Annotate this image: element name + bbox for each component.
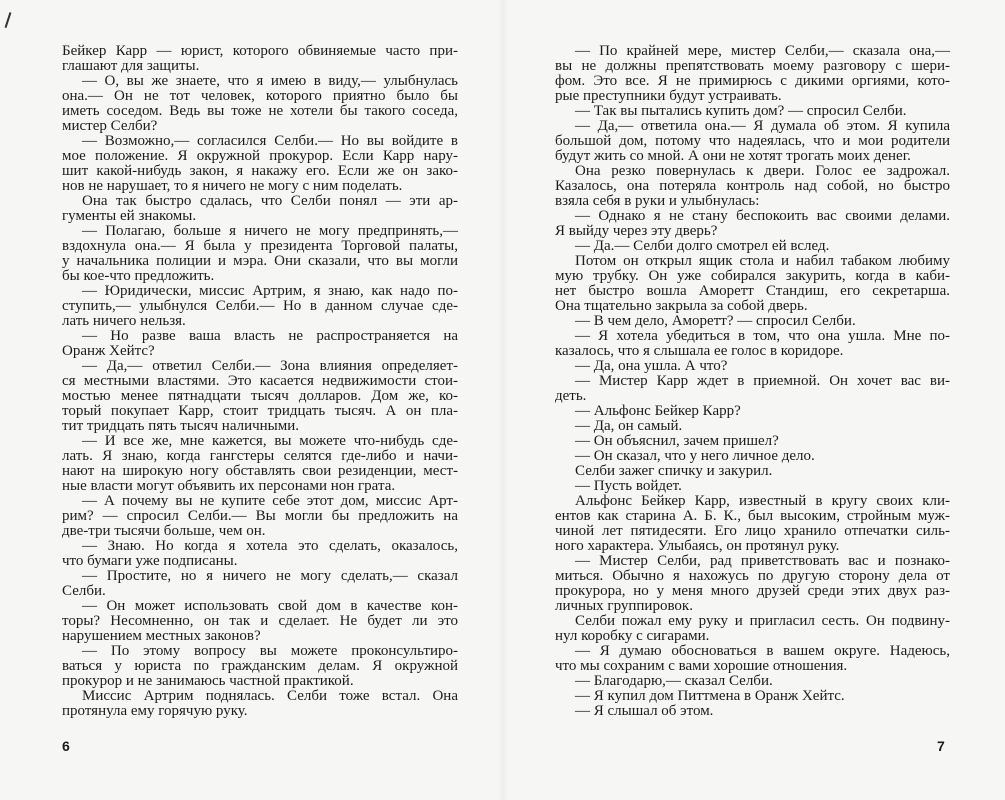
text-line: ентов как старина А. Б. К., был высоким, стройным муж- [555, 508, 950, 524]
text-line: чиной лет пятидесяти. Его лицо хранило отпечатки силь- [555, 523, 950, 539]
text-line: нают на широкую ногу обставлять свои резиденции, мест- [62, 463, 458, 479]
text-line: две-три тысячи больше, чем он. [62, 523, 266, 539]
paragraph [555, 479, 950, 494]
text-line: — Он объяснил, зачем пришел? [575, 433, 779, 449]
paragraph [555, 614, 950, 644]
paragraph [62, 599, 458, 644]
paragraph [555, 464, 950, 479]
paragraph [62, 569, 458, 599]
paragraph [555, 359, 950, 374]
text-line: протянула ему горячую руку. [62, 703, 248, 719]
right-page-text [555, 44, 950, 719]
text-line: вздохнула она.— Я была у президента Торговой палаты, [62, 238, 458, 254]
paragraph [62, 224, 458, 284]
text-line: Селби зажег спичку и закурил. [575, 463, 773, 479]
paragraph [555, 374, 950, 404]
paragraph [62, 539, 458, 569]
text-line: деть. [555, 388, 587, 404]
text-line: — Я купил дом Питтмена в Оранж Хейтс. [575, 688, 845, 704]
paragraph [62, 644, 458, 689]
text-line: Я выйду через эту дверь? [555, 223, 718, 239]
text-line: у начальника полиции и мэра. Они сказали, что вы могли [62, 253, 458, 269]
paragraph [555, 209, 950, 239]
paragraph [555, 254, 950, 314]
text-line: Оранж Хейтс? [62, 343, 155, 359]
text-line: — Да, он самый. [575, 418, 683, 434]
text-line: нул коробку с сигарами. [555, 628, 710, 644]
text-line: Она так быстро сдалась, что Селби понял — эти ар- [82, 193, 458, 209]
text-line: Селби. [62, 583, 106, 599]
text-line: рим? — спросил Селби.— Вы могли бы предложить на [62, 508, 458, 524]
text-line: — Возможно,— согласился Селби.— Но вы войдите в [82, 133, 458, 149]
text-line: фом. Это все. Я не примирюсь с дикими оргиями, кото- [555, 73, 950, 89]
text-line: большой дом, потому что надеялась, что и мои родители [555, 133, 950, 149]
text-line: она.— Он не тот человек, которого приятно было бы [62, 88, 458, 104]
paragraph [555, 419, 950, 434]
text-line: — Так вы пытались купить дом? — спросил Селби. [575, 103, 907, 119]
text-line: вы не должны препятствовать моему разговору с шери- [555, 58, 950, 74]
text-line: глашают для защиты. [62, 58, 200, 74]
text-line: — Юридически, миссис Артрим, я знаю, как надо по- [82, 283, 458, 299]
text-line: Миссис Артрим поднялась. Селби тоже встал. Она [82, 688, 458, 704]
paragraph [62, 74, 458, 134]
text-line: — Я хотела убедиться в том, что она ушла. Мне по- [575, 328, 950, 344]
text-line: Казалось, она потеряла контроль над собой, но быстро [555, 178, 950, 194]
text-line: Она тщательно закрыла за собой дверь. [555, 298, 808, 314]
paragraph [62, 284, 458, 329]
text-line: — Он может использовать свой дом в качестве кон- [82, 598, 458, 614]
text-line: Альфонс Бейкер Карр, известный в кругу своих кли- [575, 493, 950, 509]
paragraph [62, 494, 458, 539]
text-line: — По этому вопросу вы можете проконсультиро- [82, 643, 458, 659]
text-line: лать ничего нельзя. [62, 313, 186, 329]
book-gutter [498, 0, 508, 800]
text-line: Потом он открыл ящик стола и набил табаком любиму [575, 253, 950, 269]
paragraph [555, 554, 950, 614]
paragraph [62, 134, 458, 194]
text-line: мостью менее пятнадцати тысяч долларов. Дом же, ко- [62, 388, 458, 404]
paragraph [555, 704, 950, 719]
text-line: — Он сказал, что у него личное дело. [575, 448, 815, 464]
text-line: — Однако я не стану беспокоить вас своими делами. [575, 208, 950, 224]
scan-mark [5, 12, 11, 28]
text-line: мую трубку. Он уже собирался закурить, когда в каби- [555, 268, 950, 284]
text-line: ваться у юриста по гражданским делам. Я окружной [62, 658, 458, 674]
text-line: — Альфонс Бейкер Карр? [575, 403, 741, 419]
text-line: гументы ей знакомы. [62, 208, 197, 224]
text-line: Бейкер Карр — юрист, которого обвиняемые часто при- [62, 43, 458, 59]
paragraph [555, 104, 950, 119]
page-number-right: 7 [937, 738, 945, 754]
paragraph [555, 494, 950, 554]
text-line: — Я слышал об этом. [575, 703, 714, 719]
text-line: ся местными властями. Это касается недвижимости стои- [62, 373, 458, 389]
paragraph [62, 329, 458, 359]
paragraph [555, 44, 950, 104]
text-line: что бумаги уже подписаны. [62, 553, 238, 569]
text-line: — Да,— ответил Селби.— Зона влияния определяет- [82, 358, 458, 374]
text-line: ные власти могут объявить их персонами нон грата. [62, 478, 396, 494]
text-line: нов не нарушает, то я ничего не могу с ним поделать. [62, 178, 403, 194]
paragraph [555, 434, 950, 449]
text-line: — О, вы же знаете, что я имею в виду,— улыбнулась [82, 73, 458, 89]
paragraph [555, 449, 950, 464]
text-line: ступить,— улыбнулся Селби.— Но в данном случае сде- [62, 298, 458, 314]
paragraph [555, 689, 950, 704]
text-line: — По крайней мере, мистер Селби,— сказала она,— [575, 43, 950, 59]
text-line: мое положение. Я окружной прокурор. Если Карр нару- [62, 148, 458, 164]
text-line: шит какой-нибудь закон, я накажу его. Если же он зако- [62, 163, 458, 179]
paragraph [555, 404, 950, 419]
text-line: — Но разве ваша власть не распространяется на [82, 328, 458, 344]
text-line: торый покупает Карр, стоит тридцать тысяч. А он пла- [62, 403, 458, 419]
text-line: — Мистер Карр ждет в приемной. Он хочет вас ви- [575, 373, 950, 389]
page-number-left: 6 [62, 738, 70, 754]
text-line: — Я думаю обосноваться в вашем округе. Надеюсь, [575, 643, 950, 659]
text-line: — В чем дело, Аморетт? — спросил Селби. [575, 313, 856, 329]
text-line: прокурор и не занимаюсь частной практикой. [62, 673, 354, 689]
text-line: казалось, что я слышала ее голос в коридоре. [555, 343, 844, 359]
text-line: иметь соседом. Ведь вы тоже не хотели бы такого соседа, [62, 103, 458, 119]
paragraph [555, 329, 950, 359]
text-line: Она резко повернулась к двери. Голос ее задрожал. [575, 163, 950, 179]
text-line: нет быстро вошла Аморетт Стандиш, его секретарша. [555, 283, 950, 299]
paragraph [62, 689, 458, 719]
paragraph [62, 359, 458, 434]
paragraph [555, 644, 950, 674]
text-line: — Мистер Селби, рад приветствовать вас и познако- [575, 553, 950, 569]
paragraph [62, 44, 458, 74]
text-line: — Простите, но я ничего не могу сделать,— сказал [82, 568, 458, 584]
text-line: нарушением местных законов? [62, 628, 261, 644]
text-line: — Да, она ушла. А что? [575, 358, 728, 374]
text-line: взяла себя в руки и улыбнулась: [555, 193, 760, 209]
text-line: торы? Несомненно, он так и сделает. Не будет ли это [62, 613, 458, 629]
text-line: мистер Селби? [62, 118, 158, 134]
paragraph [555, 119, 950, 164]
paragraph [555, 314, 950, 329]
paragraph [555, 674, 950, 689]
text-line: личных группировок. [555, 598, 693, 614]
text-line: лать. Я знаю, когда гангстеры селятся где-либо и начи- [62, 448, 458, 464]
text-line: рые преступники будут устраивать. [555, 88, 782, 104]
text-line: миться. Обычно я нахожусь по другую сторону дела от [555, 568, 950, 584]
text-line: — Полагаю, больше я ничего не могу предпринять,— [82, 223, 458, 239]
paragraph [62, 194, 458, 224]
text-line: бы кое-что предложить. [62, 268, 215, 284]
text-line: — Да.— Селби долго смотрел ей вслед. [575, 238, 830, 254]
paragraph [555, 164, 950, 209]
text-line: прокурора, но у меня много друзей среди этих двух раз- [555, 583, 950, 599]
text-line: будут жить со мной. А они не хотят трогать моих денег. [555, 148, 911, 164]
text-line: — А почему вы не купите себе этот дом, миссис Арт- [82, 493, 458, 509]
text-line: Селби пожал ему руку и пригласил сесть. Он подвину- [575, 613, 950, 629]
text-line: — Да,— ответила она.— Я думала об этом. Я купила [575, 118, 950, 134]
paragraph [62, 434, 458, 494]
text-line: — Благодарю,— сказал Селби. [575, 673, 773, 689]
text-line: ного характера. Улыбаясь, он протянул руку. [555, 538, 840, 554]
text-line: тит тридцать пять тысяч наличными. [62, 418, 300, 434]
text-line: — Пусть войдет. [575, 478, 682, 494]
text-line: что мы сохраним с вами хорошие отношения. [555, 658, 848, 674]
paragraph [555, 239, 950, 254]
text-line: — Знаю. Но когда я хотела это сделать, оказалось, [82, 538, 458, 554]
left-page-text [62, 44, 458, 719]
text-line: — И все же, мне кажется, вы можете что-нибудь сде- [82, 433, 458, 449]
